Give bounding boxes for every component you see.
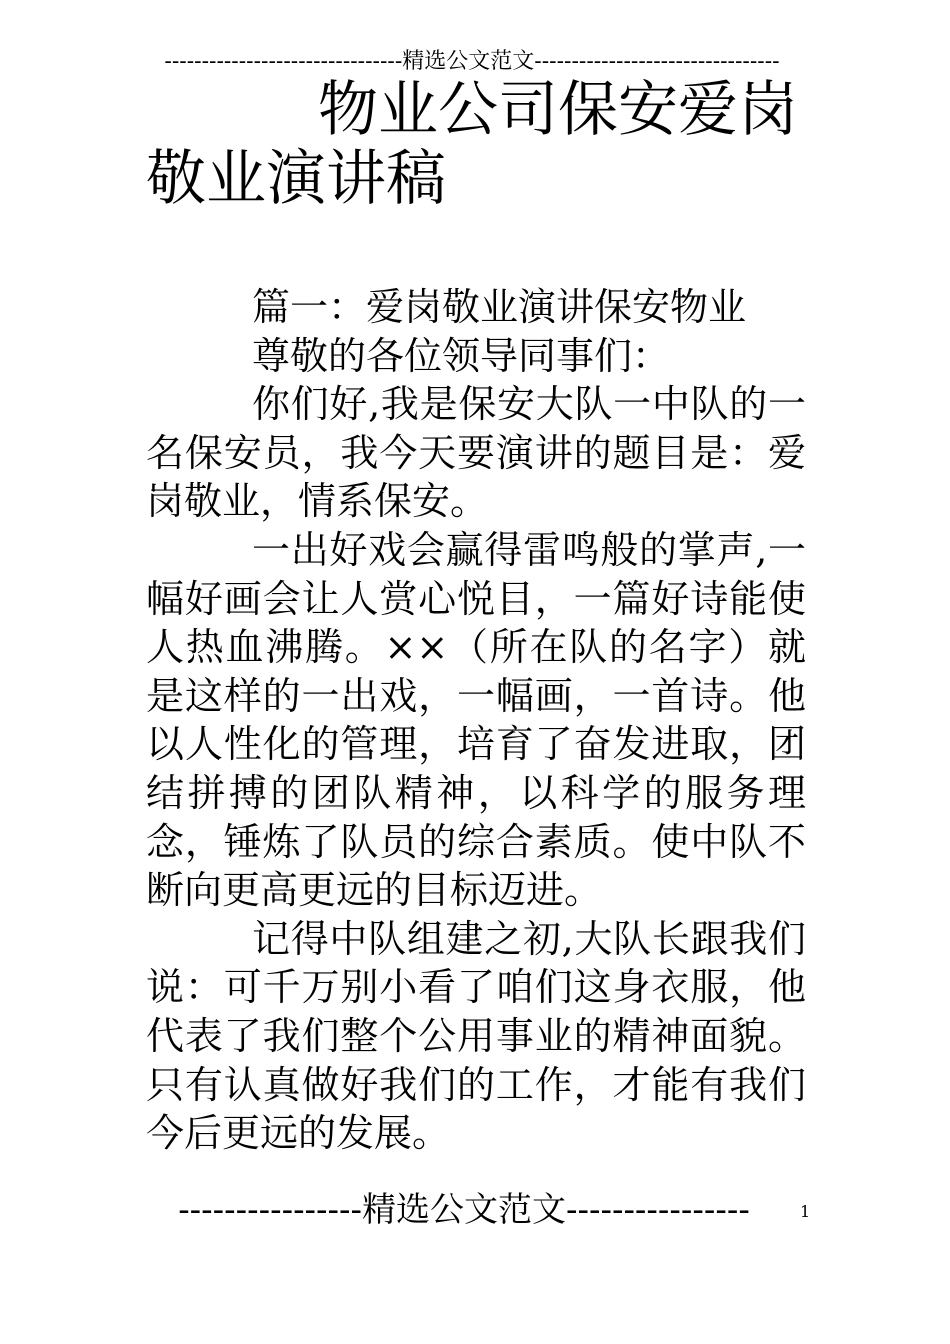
salutation: 尊敬的各位领导同事们：: [252, 333, 671, 378]
page-number: 1: [800, 1202, 811, 1221]
section-heading: 篇一：爱岗敬业演讲保安物业: [252, 285, 747, 329]
document-title-line-1: 物业公司保安爱岗: [318, 75, 798, 145]
document-body: [146, 283, 806, 1158]
body-paragraph: 记得中队组建之初,大队长跟我们说：可千万别小看了咱们这身衣服，他代表了我们整个公用事业的精神面貌。只有认真做好我们的工作，才能有我们今后更远的发展。: [146, 916, 806, 1156]
page-header: --------------------------------精选公文范文---------------------------------: [164, 49, 780, 74]
document-title-line-2: 敬业演讲稿: [146, 144, 446, 214]
body-paragraph: 你们好,我是保安大队一中队的一名保安员，我今天要演讲的题目是：爱岗敬业，情系保安。: [146, 382, 806, 524]
body-paragraph: 一出好戏会赢得雷鸣般的掌声,一幅好画会让人赏心悦目，一篇好诗能使人热血沸腾。××（所在队的名字）就是这样的一出戏，一幅画，一首诗。他以人性化的管理，培育了奋发进取，团结拼搏的团队精神，以科学的服务理念，锤炼了队员的综合素质。使中队不断向更高更远的目标迈进。: [146, 527, 806, 913]
page-footer: ----------------精选公文范文----------------: [178, 1190, 750, 1230]
